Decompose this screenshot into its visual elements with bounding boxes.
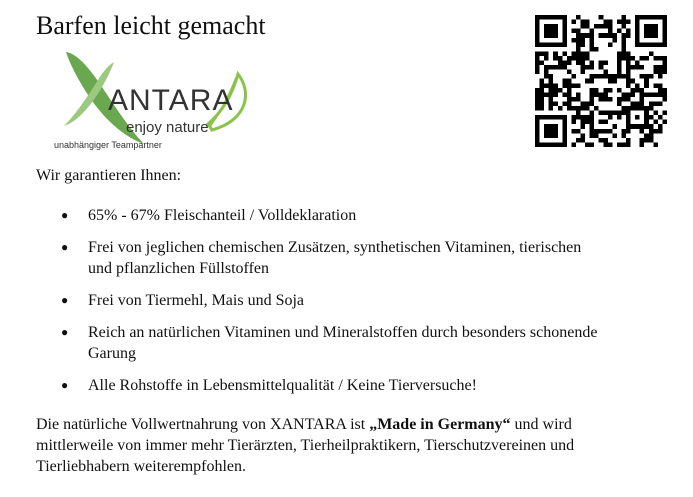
bullet-icon: ● bbox=[61, 325, 69, 339]
page-title: Barfen leicht gemacht bbox=[36, 11, 266, 40]
made-in-germany: „Made in Germany“ bbox=[369, 416, 511, 433]
list-item bbox=[61, 237, 688, 279]
footer-line-2: mittlerweile von immer mehr Tierärzten, Tierheilpraktikern, Tierschutzvereinen und bbox=[36, 437, 575, 454]
list-item-text: Reich an natürlichen Vitaminen und Mineralstoffen durch besonders schonende bbox=[88, 324, 598, 341]
footer-text-end: und wird bbox=[510, 416, 572, 433]
list-item bbox=[61, 322, 688, 364]
xantara-logo bbox=[52, 44, 252, 154]
list-item bbox=[61, 205, 688, 226]
list-item-text: Frei von Tiermehl, Mais und Soja bbox=[88, 292, 305, 309]
footer-paragraph bbox=[36, 414, 686, 477]
bullet-icon: ● bbox=[61, 378, 69, 392]
bullet-icon: ● bbox=[61, 293, 69, 307]
list-item-text: 65% - 67% Fleischanteil / Volldeklaration bbox=[88, 207, 357, 224]
footer-text: Die natürliche Vollwertnahrung von XANTARA ist bbox=[36, 416, 370, 433]
svg-text:ANTARA: ANTARA bbox=[108, 84, 234, 117]
list-item-text-cont: Garung bbox=[88, 345, 136, 362]
list-item-text: Frei von jeglichen chemischen Zusätzen, synthetischen Vitaminen, tierischen bbox=[88, 239, 582, 256]
svg-text:enjoy nature: enjoy nature bbox=[126, 119, 209, 136]
list-item bbox=[61, 290, 688, 311]
intro-text: Wir garantieren Ihnen: bbox=[36, 167, 182, 184]
list-item bbox=[61, 375, 688, 396]
bullet-icon: ● bbox=[61, 208, 69, 222]
footer-line-3: Tierliebhabern weiterempfohlen. bbox=[36, 458, 247, 475]
list-item-text: Alle Rohstoffe in Lebensmittelqualität / Keine Tierversuche! bbox=[88, 377, 477, 394]
qr-code-icon bbox=[535, 15, 667, 147]
list-item-text-cont: und pflanzlichen Füllstoffen bbox=[88, 260, 269, 277]
bullet-icon: ● bbox=[61, 240, 69, 254]
svg-text:unabhängiger Teampartner: unabhängiger Teampartner bbox=[54, 140, 162, 150]
